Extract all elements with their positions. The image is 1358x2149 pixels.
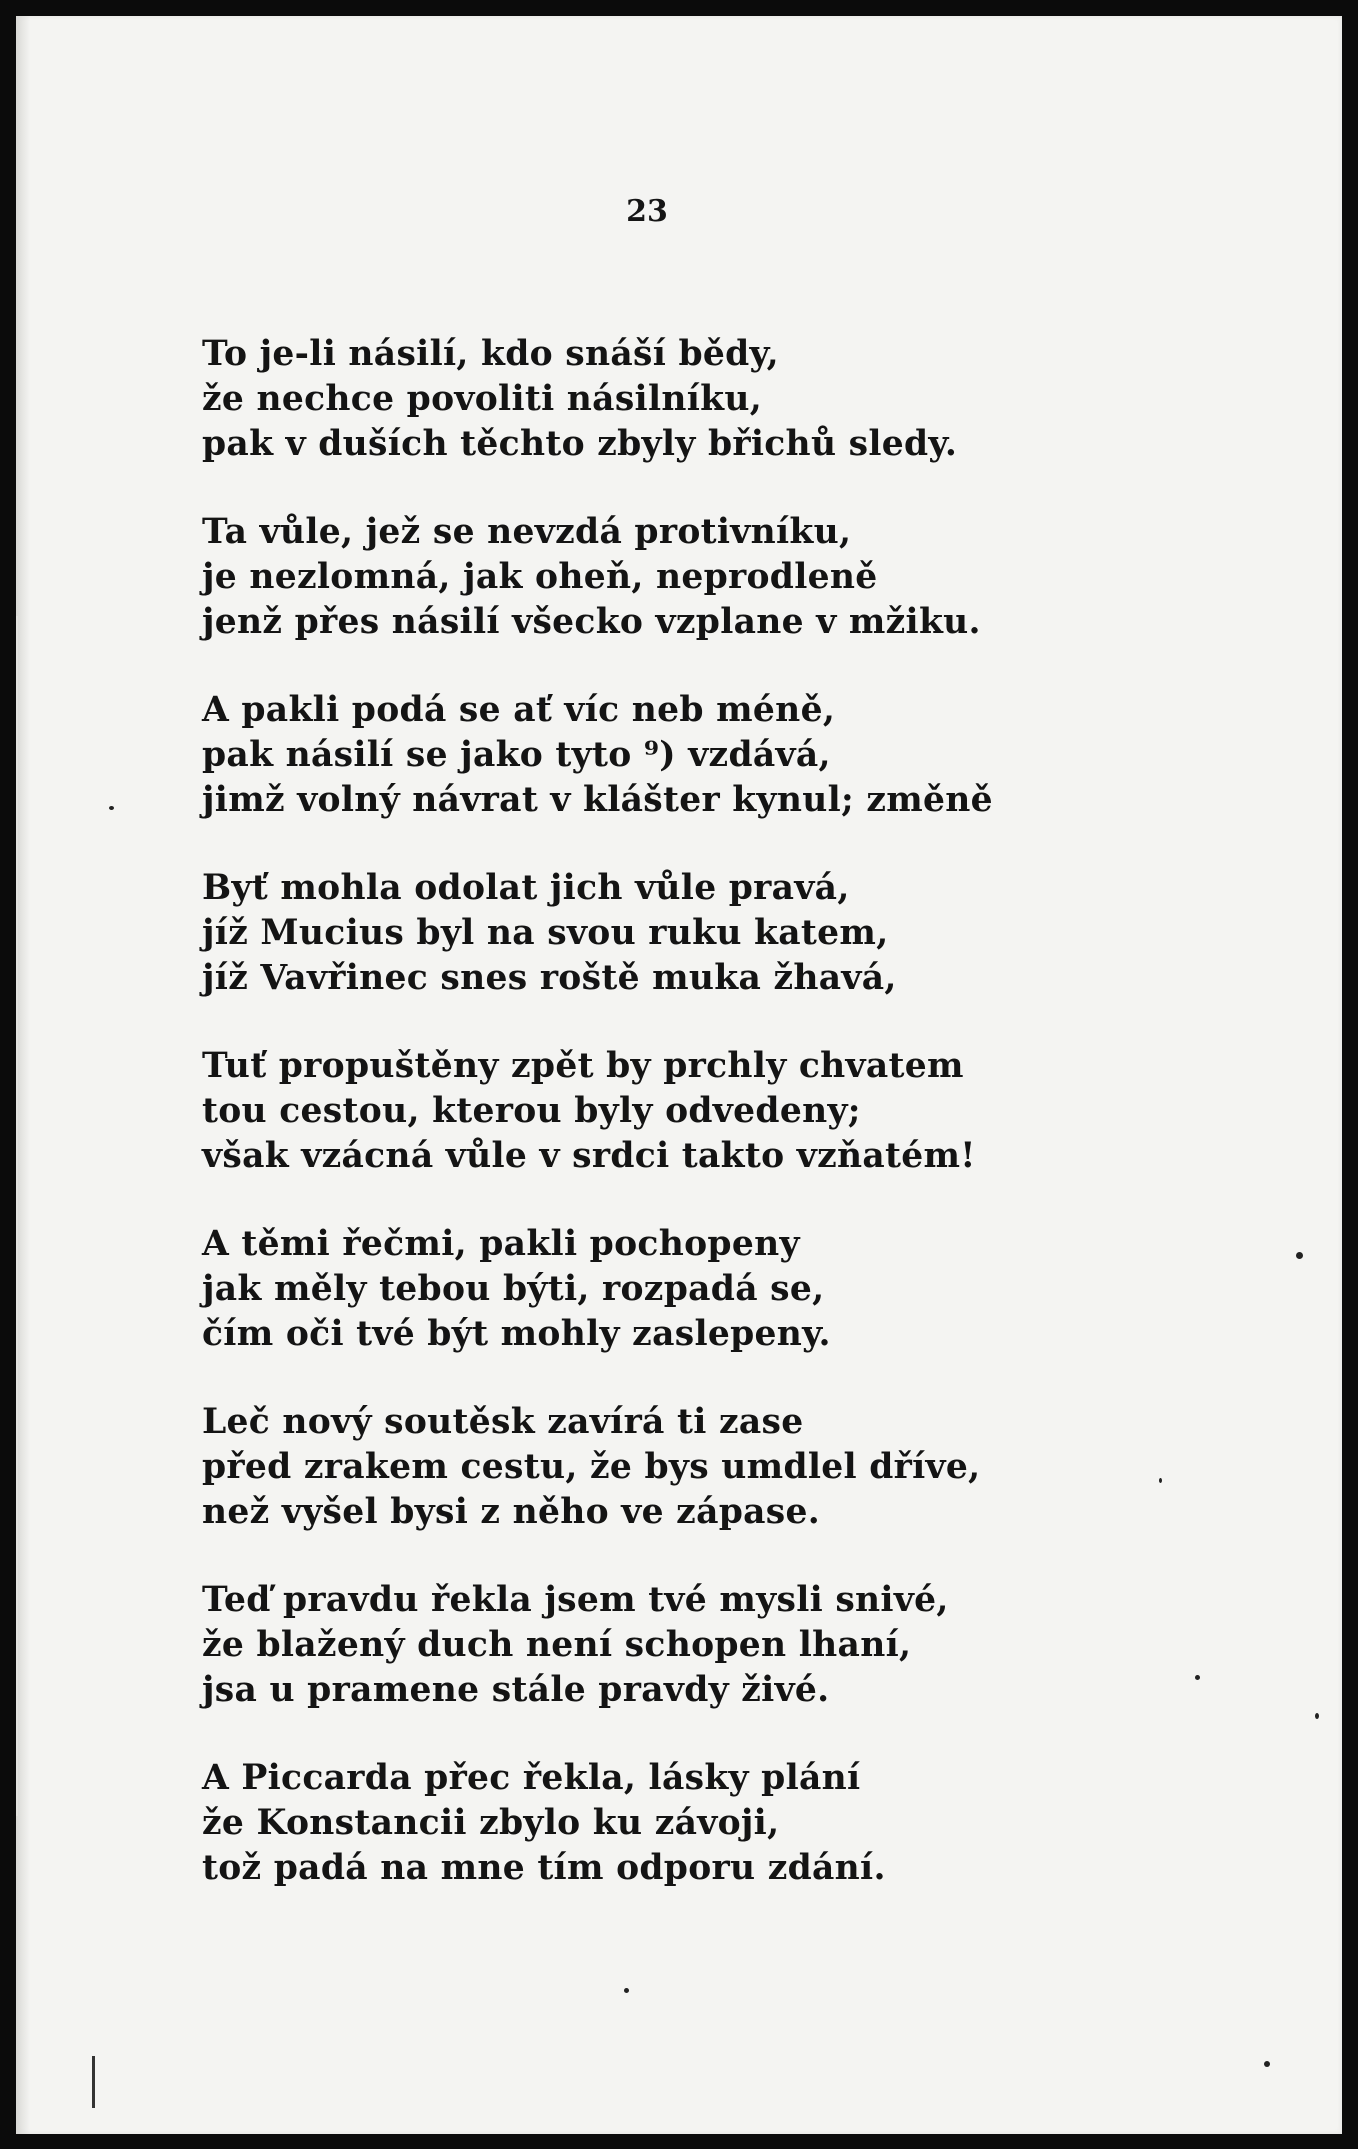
stanza bbox=[202, 1222, 1202, 1357]
verse-line: Byť mohla odolat jich vůle pravá, bbox=[202, 868, 850, 908]
scan-speck bbox=[1264, 2061, 1270, 2067]
stanza bbox=[202, 1578, 1202, 1713]
stanza bbox=[202, 866, 1202, 1001]
verse-line: pak v duších těchto zbyly břichů sledy. bbox=[202, 424, 958, 464]
scan-speck bbox=[1159, 1478, 1162, 1483]
verse-line: jimž volný návrat v klášter kynul; změně bbox=[202, 780, 993, 820]
verse-line: jíž Vavřinec snes roště muka žhavá, bbox=[202, 958, 897, 998]
scan-speck bbox=[624, 1988, 629, 1993]
stanza bbox=[202, 332, 1202, 467]
verse-line: jenž přes násilí všecko vzplane v mžiku. bbox=[202, 602, 981, 642]
poem-text bbox=[202, 332, 1202, 1934]
verse-line: A těmi řečmi, pakli pochopeny bbox=[202, 1224, 800, 1264]
verse-line: čím oči tvé být mohly zaslepeny. bbox=[202, 1314, 831, 1354]
verse-line: jsa u pramene stále pravdy živé. bbox=[202, 1670, 830, 1710]
verse-line: že blažený duch není schopen lhaní, bbox=[202, 1625, 912, 1665]
verse-line: že nechce povoliti násilníku, bbox=[202, 379, 763, 419]
stanza bbox=[202, 1756, 1202, 1891]
verse-line: A pakli podá se ať víc neb méně, bbox=[202, 690, 836, 730]
stanza bbox=[202, 1400, 1202, 1535]
verse-line: tož padá na mne tím odporu zdání. bbox=[202, 1848, 886, 1888]
verse-line: že Konstancii zbylo ku závoji, bbox=[202, 1803, 780, 1843]
verse-line: tou cestou, kterou byly odvedeny; bbox=[202, 1091, 861, 1131]
verse-line: Teď pravdu řekla jsem tvé mysli snivé, bbox=[202, 1580, 949, 1620]
verse-line: než vyšel bysi z něho ve zápase. bbox=[202, 1492, 821, 1532]
stanza bbox=[202, 688, 1202, 823]
verse-line: Ta vůle, jež se nevzdá protivníku, bbox=[202, 512, 852, 552]
verse-line: To je-li násilí, kdo snáší bědy, bbox=[202, 334, 779, 374]
scan-speck bbox=[109, 806, 114, 810]
verse-line: Tuť propuštěny zpět by prchly chvatem bbox=[202, 1046, 964, 1086]
verse-line: je nezlomná, jak oheň, neprodleně bbox=[202, 557, 878, 597]
scan-speck bbox=[1296, 1252, 1303, 1259]
stanza bbox=[202, 510, 1202, 645]
verse-line: pak násilí se jako tyto ⁹) vzdává, bbox=[202, 735, 831, 775]
stanza bbox=[202, 1044, 1202, 1179]
scan-speck bbox=[1195, 1675, 1200, 1680]
verse-line: jak měly tebou býti, rozpadá se, bbox=[202, 1269, 825, 1309]
page-number bbox=[16, 194, 1342, 229]
verse-line: A Piccarda přec řekla, lásky plání bbox=[202, 1758, 861, 1798]
verse-line: však vzácná vůle v srdci takto vzňatém! bbox=[202, 1136, 976, 1176]
verse-line: Leč nový soutěsk zavírá ti zase bbox=[202, 1402, 804, 1442]
spine-shadow bbox=[16, 16, 30, 2134]
book-page bbox=[16, 16, 1342, 2134]
verse-line: jíž Mucius byl na svou ruku katem, bbox=[202, 913, 889, 953]
page-number-text: 23 bbox=[626, 194, 668, 229]
scan-mark bbox=[16, 616, 18, 1816]
scan-speck bbox=[1315, 1713, 1319, 1719]
scan-mark bbox=[92, 2056, 95, 2108]
verse-line: před zrakem cestu, že bys umdlel dříve, bbox=[202, 1447, 981, 1487]
